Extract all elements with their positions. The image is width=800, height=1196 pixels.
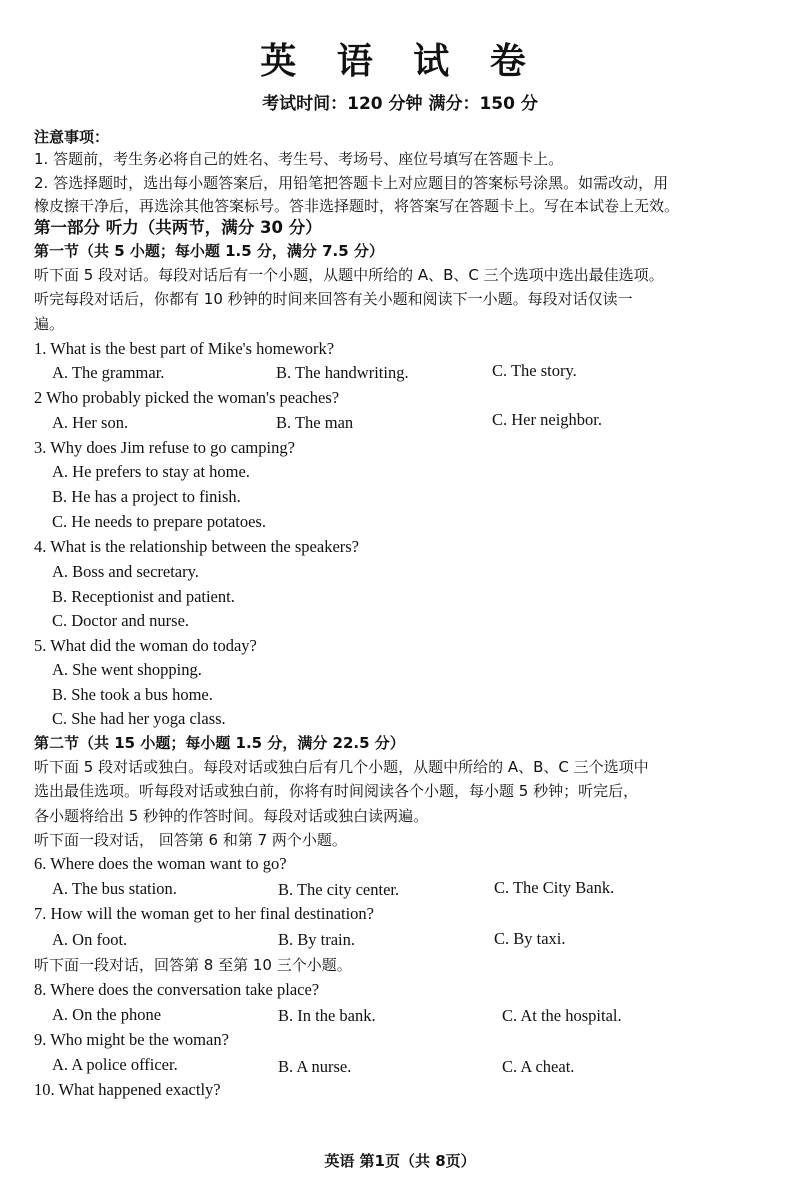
section2-instructions-line-2: 选出最佳选项。听每段对话或独白前，你将有时间阅读各个小题，每小题 5 秒钟；听完后，	[34, 782, 639, 800]
question-2-option-a: A. Her son.	[52, 413, 129, 432]
question-1-option-b: B. The handwriting.	[276, 363, 409, 382]
section1-instructions-line-2: 听完每段对话后，你都有 10 秒钟的时间来回答有关小题和阅读下一小题。每段对话仅读一	[34, 290, 633, 308]
question-6-option-a: A. The bus station.	[52, 879, 177, 898]
question-7-option-b: B. By train.	[278, 930, 355, 949]
question-7: 7. How will the woman get to her final destination?	[34, 904, 375, 923]
notes-item-2-line-1: 2. 答选择题时，选出每小题答案后，用铅笔把答题卡上对应题目的答案标号涂黑。如需改动，用	[34, 174, 669, 192]
question-9-option-b: B. A nurse.	[278, 1057, 352, 1076]
notes-heading: 注意事项：	[34, 128, 110, 146]
notes-item-1: 1. 答题前，考生务必将自己的姓名、考生号、考场号、座位号填写在答题卡上。	[34, 150, 564, 168]
question-5-option-c: C. She had her yoga class.	[52, 709, 226, 728]
question-2-option-c: C. Her neighbor.	[492, 410, 602, 429]
question-9: 9. Who might be the woman?	[34, 1030, 229, 1049]
question-8: 8. Where does the conversation take place?	[34, 980, 320, 999]
question-4-option-b: B. Receptionist and patient.	[52, 587, 235, 606]
question-3: 3. Why does Jim refuse to go camping?	[34, 438, 295, 457]
question-5-option-a: A. She went shopping.	[52, 660, 202, 679]
section1-instructions-line-1: 听下面 5 段对话。每段对话后有一个小题，从题中所给的 A、B、C 三个选项中选出最佳选项。	[34, 266, 664, 284]
part1-heading: 第一部分 听力（共两节，满分 30 分）	[34, 218, 322, 237]
question-10: 10. What happened exactly?	[34, 1080, 221, 1099]
question-7-option-c: C. By taxi.	[494, 929, 566, 948]
question-5-option-b: B. She took a bus home.	[52, 685, 213, 704]
question-3-option-c: C. He needs to prepare potatoes.	[52, 512, 266, 531]
question-9-option-c: C. A cheat.	[502, 1057, 575, 1076]
question-1: 1. What is the best part of Mike's homework?	[34, 339, 335, 358]
question-3-option-b: B. He has a project to finish.	[52, 487, 241, 506]
question-8-option-b: B. In the bank.	[278, 1006, 376, 1025]
section1-heading: 第一节（共 5 小题；每小题 1.5 分，满分 7.5 分）	[34, 242, 384, 260]
question-4-option-a: A. Boss and secretary.	[52, 562, 199, 581]
question-4-option-c: C. Doctor and nurse.	[52, 611, 190, 630]
page-footer: 英语 第1页（共 8页）	[324, 1152, 476, 1170]
section2-sub-instruction-2: 听下面一段对话，回答第 8 至第 10 三个小题。	[34, 956, 352, 974]
question-5: 5. What did the woman do today?	[34, 636, 257, 655]
question-4: 4. What is the relationship between the speakers?	[34, 537, 360, 556]
question-3-option-a: A. He prefers to stay at home.	[52, 462, 250, 481]
section2-instructions-line-1: 听下面 5 段对话或独白。每段对话或独白后有几个小题，从题中所给的 A、B、C 三个选项中	[34, 758, 649, 776]
question-2: 2 Who probably picked the woman's peaches?	[34, 388, 340, 407]
question-2-option-b: B. The man	[276, 413, 354, 432]
section1-instructions-line-3: 遍。	[34, 315, 65, 333]
question-9-option-a: A. A police officer.	[52, 1055, 178, 1074]
section2-heading: 第二节（共 15 小题；每小题 1.5 分，满分 22.5 分）	[34, 734, 405, 752]
notes-item-2-line-2: 橡皮擦干净后，再选涂其他答案标号。答非选择题时，将答案写在答题卡上。写在本试卷上无效。	[34, 197, 680, 215]
question-1-option-a: A. The grammar.	[52, 363, 165, 382]
section2-instructions-line-3: 各小题将给出 5 秒钟的作答时间。每段对话或独白读两遍。	[34, 807, 429, 825]
question-1-option-c: C. The story.	[492, 361, 577, 380]
section2-sub-instruction-1: 听下面一段对话， 回答第 6 和第 7 两个小题。	[34, 831, 347, 849]
question-7-option-a: A. On foot.	[52, 930, 128, 949]
exam-time-and-score: 考试时间：120 分钟 满分：150 分	[262, 94, 538, 114]
question-6: 6. Where does the woman want to go?	[34, 854, 287, 873]
question-6-option-c: C. The City Bank.	[494, 878, 615, 897]
question-8-option-c: C. At the hospital.	[502, 1006, 622, 1025]
page-title: 英 语 试 卷	[260, 41, 540, 82]
question-8-option-a: A. On the phone	[52, 1005, 162, 1024]
question-6-option-b: B. The city center.	[278, 880, 400, 899]
